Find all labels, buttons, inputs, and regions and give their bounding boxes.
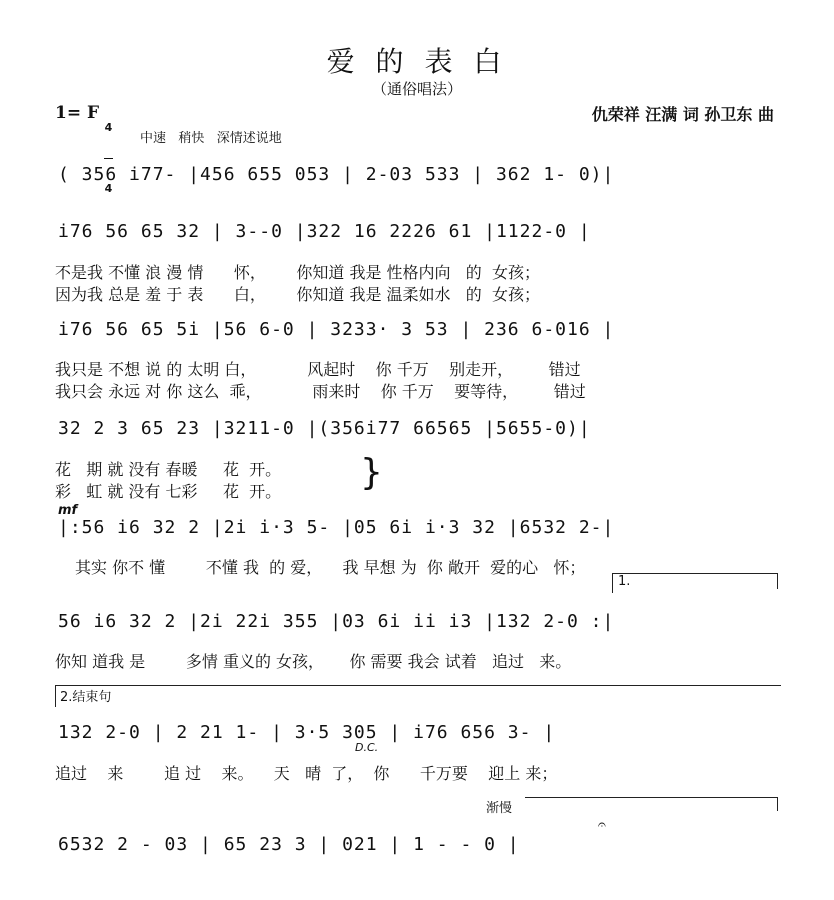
- time-signature-top: 4: [104, 121, 113, 134]
- score-line-7: 132 2-0 | 2 21 1- | 3·5 305 | i76 656 3- |: [58, 722, 556, 743]
- ritardando-line: [525, 797, 777, 798]
- ritardando-end: [777, 797, 778, 811]
- lyric-line-5: 其实 你不 懂 不懂 我 的 爱， 我 早想 为 你 敞开 爱的心 怀；: [75, 558, 586, 577]
- verse-brace: }: [360, 452, 383, 493]
- volta-2-line: [55, 685, 781, 686]
- volta-2-bracket: [55, 685, 56, 707]
- score-line-5: |:56 i6 32 2 |2i i·3 5- |05 6i i·3 32 |6532 2-|: [58, 517, 615, 538]
- fermata-mark: 𝄐: [598, 817, 606, 833]
- score-line-6: 56 i6 32 2 |2i 22i 355 |03 6i ii i3 |132 2-0 :|: [58, 611, 615, 632]
- volta-1-bracket: [612, 573, 613, 593]
- da-capo: D.C.: [355, 741, 379, 754]
- lyric-line-2a: 不是我 不懂 浪 漫 情 怀， 你知道 我是 性格内向 的 女孩；: [55, 263, 540, 282]
- volta-1-end: [777, 573, 778, 589]
- score-line-4: 32 2 3 65 23 |3211-0 |(356i77 66565 |5655-0)|: [58, 418, 591, 439]
- tempo-marking: 中速 稍快 深情述说地: [140, 131, 282, 146]
- score-line-8: 6532 2 - 03 | 65 23 3 | 021 | 1 - - 0 |: [58, 834, 520, 855]
- dynamic-mf: mf: [58, 503, 78, 518]
- volta-1-label: 1.: [618, 574, 631, 589]
- song-subtitle: （通俗唱法）: [371, 80, 462, 98]
- lyric-line-6: 你知 道我 是 多情 重义的 女孩， 你 需要 我会 试着 追过 来。: [55, 652, 572, 671]
- lyric-line-7: 追过 来 追 过 来。 天 晴 了， 你 千万要 迎上 来；: [55, 764, 558, 783]
- score-line-1: ( 356 i77- |456 655 053 | 2-03 533 | 362 1- 0)|: [58, 164, 615, 185]
- time-signature: [104, 98, 113, 207]
- volta-2-label: 2.结束句: [60, 690, 112, 705]
- lyric-line-4a: 花 期 就 没有 春暖 花 开。: [55, 460, 282, 479]
- song-title: 爱 的 表 白: [326, 45, 508, 78]
- lyric-line-3b: 我只会 永远 对 你 这么 乖， 雨来时 你 千万 要等待， 错过: [55, 382, 586, 401]
- score-line-3: i76 56 65 5i |56 6-0 | 3233· 3 53 | 236 6-016 |: [58, 319, 615, 340]
- score-line-2: i76 56 65 32 | 3--0 |322 16 2226 61 |1122-0 |: [58, 221, 591, 242]
- key-signature: 1= F: [55, 103, 100, 123]
- time-signature-bottom: 4: [104, 182, 113, 195]
- volta-1-line: [612, 573, 777, 574]
- lyric-line-2b: 因为我 总是 羞 于 表 白， 你知道 我是 温柔如水 的 女孩；: [55, 285, 540, 304]
- credits: 仇荣祥 汪满 词 孙卫东 曲: [591, 105, 774, 124]
- lyric-line-3a: 我只是 不想 说 的 太明 白， 风起时 你 千万 别走开， 错过: [55, 360, 581, 379]
- lyric-line-4b: 彩 虹 就 没有 七彩 花 开。: [55, 482, 282, 501]
- ritardando-label: 渐慢: [486, 801, 513, 816]
